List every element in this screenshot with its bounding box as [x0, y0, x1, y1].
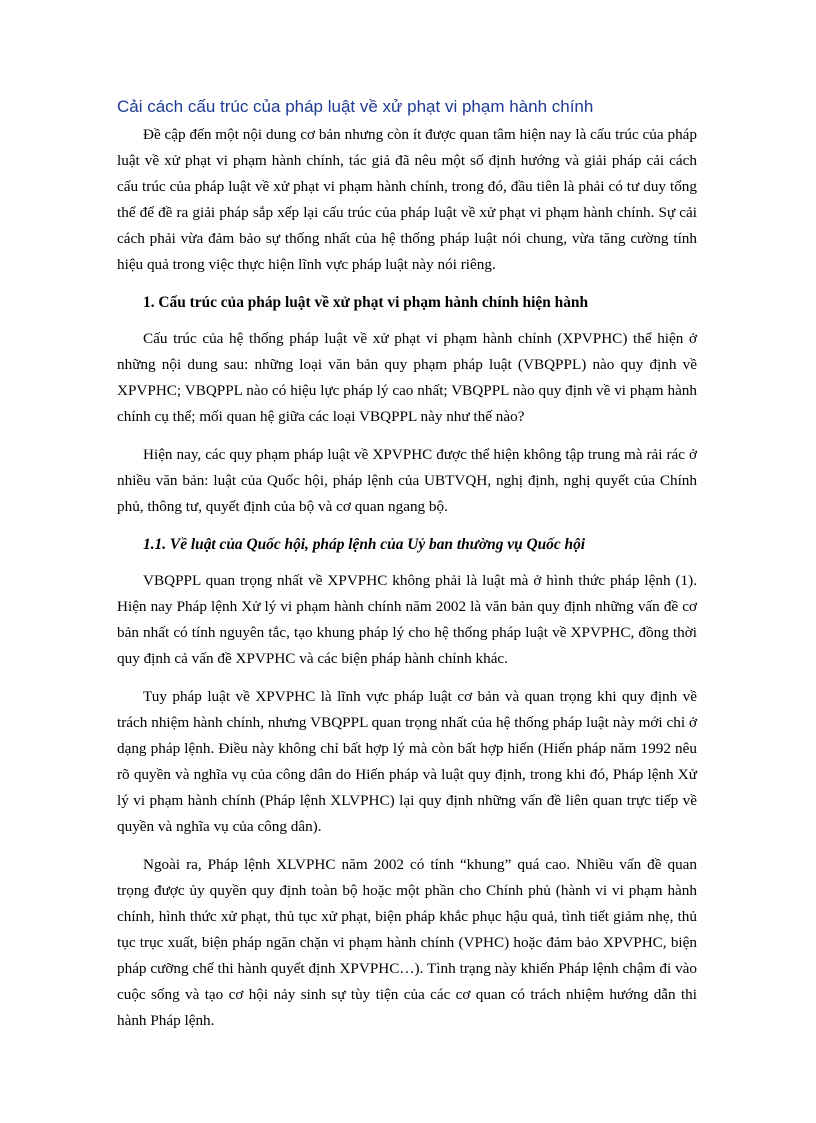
section-1-heading: 1. Cấu trúc của pháp luật về xử phạt vi phạm hành chính hiện hành: [143, 294, 589, 311]
section-1-1-paragraph: Ngoài ra, Pháp lệnh XLVPHC năm 2002 có tính “khung” quá cao. Nhiều vấn đề quan trọng được ủy quyền quy định toàn bộ hoặc một phần cho Chính phủ (hành vi vi phạm hành chính, hình thức xử phạt, thủ tục xử phạt, biện pháp khắc phục hậu quả, tình tiết giảm nhẹ, thủ tục trục xuất, biện pháp ngăn chặn vi phạm hành chính (VPHC) hoặc đảm bảo XPVPHC, biện pháp cưỡng chế thi hành quyết định XPVPHC…). Tình trạng này khiến Pháp lệnh chậm đi vào cuộc sống và tạo cơ hội nảy sinh sự tùy tiện của các cơ quan có trách nhiệm hướng dẫn thi hành Pháp lệnh.: [117, 856, 697, 1029]
section-1-1-paragraph: VBQPPL quan trọng nhất về XPVPHC không phải là luật mà ở hình thức pháp lệnh (1). Hiện nay Pháp lệnh Xử lý vi phạm hành chính năm 2002 là văn bản quy định những vấn đề cơ bản nhất có tính nguyên tắc, tạo khung pháp lý cho hệ thống pháp luật về XPVPHC, đồng thời quy định cả vấn đề XPVPHC và các biện pháp hành chính khác.: [117, 572, 697, 667]
section-1-1-heading: 1.1. Về luật của Quốc hội, pháp lệnh của Uỷ ban thường vụ Quốc hội: [143, 536, 586, 553]
document-page: [117, 96, 697, 1046]
section-1-paragraph: Cấu trúc của hệ thống pháp luật về xử phạt vi phạm hành chính (XPVPHC) thể hiện ở những nội dung sau: những loại văn bản quy phạm pháp luật (VBQPPL) nào quy định về XPVPHC; VBQPPL nào có hiệu lực pháp lý cao nhất; VBQPPL nào quy định về vi phạm hành chính cụ thể; mối quan hệ giữa các loại VBQPPL này như thế nào?: [117, 330, 697, 425]
document-title: Cải cách cấu trúc của pháp luật về xử phạt vi phạm hành chính: [117, 97, 594, 116]
intro-paragraph: Đề cập đến một nội dung cơ bản nhưng còn ít được quan tâm hiện nay là cấu trúc của pháp luật về xử phạt vi phạm hành chính, tác giả đã nêu một số định hướng và giải pháp cải cách cấu trúc của pháp luật về xử phạt vi phạm hành chính, trong đó, đầu tiên là phải có tư duy tổng thể để đề ra giải pháp sắp xếp lại cấu trúc của pháp luật về xử phạt vi phạm hành chính. Sự cải cách phải vừa đảm bảo sự thống nhất của hệ thống pháp luật nói chung, vừa tăng cường tính hiệu quả trong việc thực hiện lĩnh vực pháp luật này nói riêng.: [117, 126, 697, 273]
section-1-1-paragraph: Tuy pháp luật về XPVPHC là lĩnh vực pháp luật cơ bản và quan trọng khi quy định về trách nhiệm hành chính, nhưng VBQPPL quan trọng nhất của hệ thống pháp luật này mới chỉ ở dạng pháp lệnh. Điều này không chỉ bất hợp lý mà còn bất hợp hiến (Hiến pháp năm 1992 nêu rõ quyền và nghĩa vụ của công dân do Hiến pháp và luật quy định, trong khi đó, Pháp lệnh Xử lý vi phạm hành chính (Pháp lệnh XLVPHC) lại quy định những vấn đề liên quan trực tiếp về quyền và nghĩa vụ của công dân).: [117, 688, 697, 835]
section-1-paragraph: Hiện nay, các quy phạm pháp luật về XPVPHC được thể hiện không tập trung mà rải rác ở nhiều văn bản: luật của Quốc hội, pháp lệnh của UBTVQH, nghị định, nghị quyết của Chính phủ, thông tư, quyết định của bộ và cơ quan ngang bộ.: [117, 446, 697, 515]
